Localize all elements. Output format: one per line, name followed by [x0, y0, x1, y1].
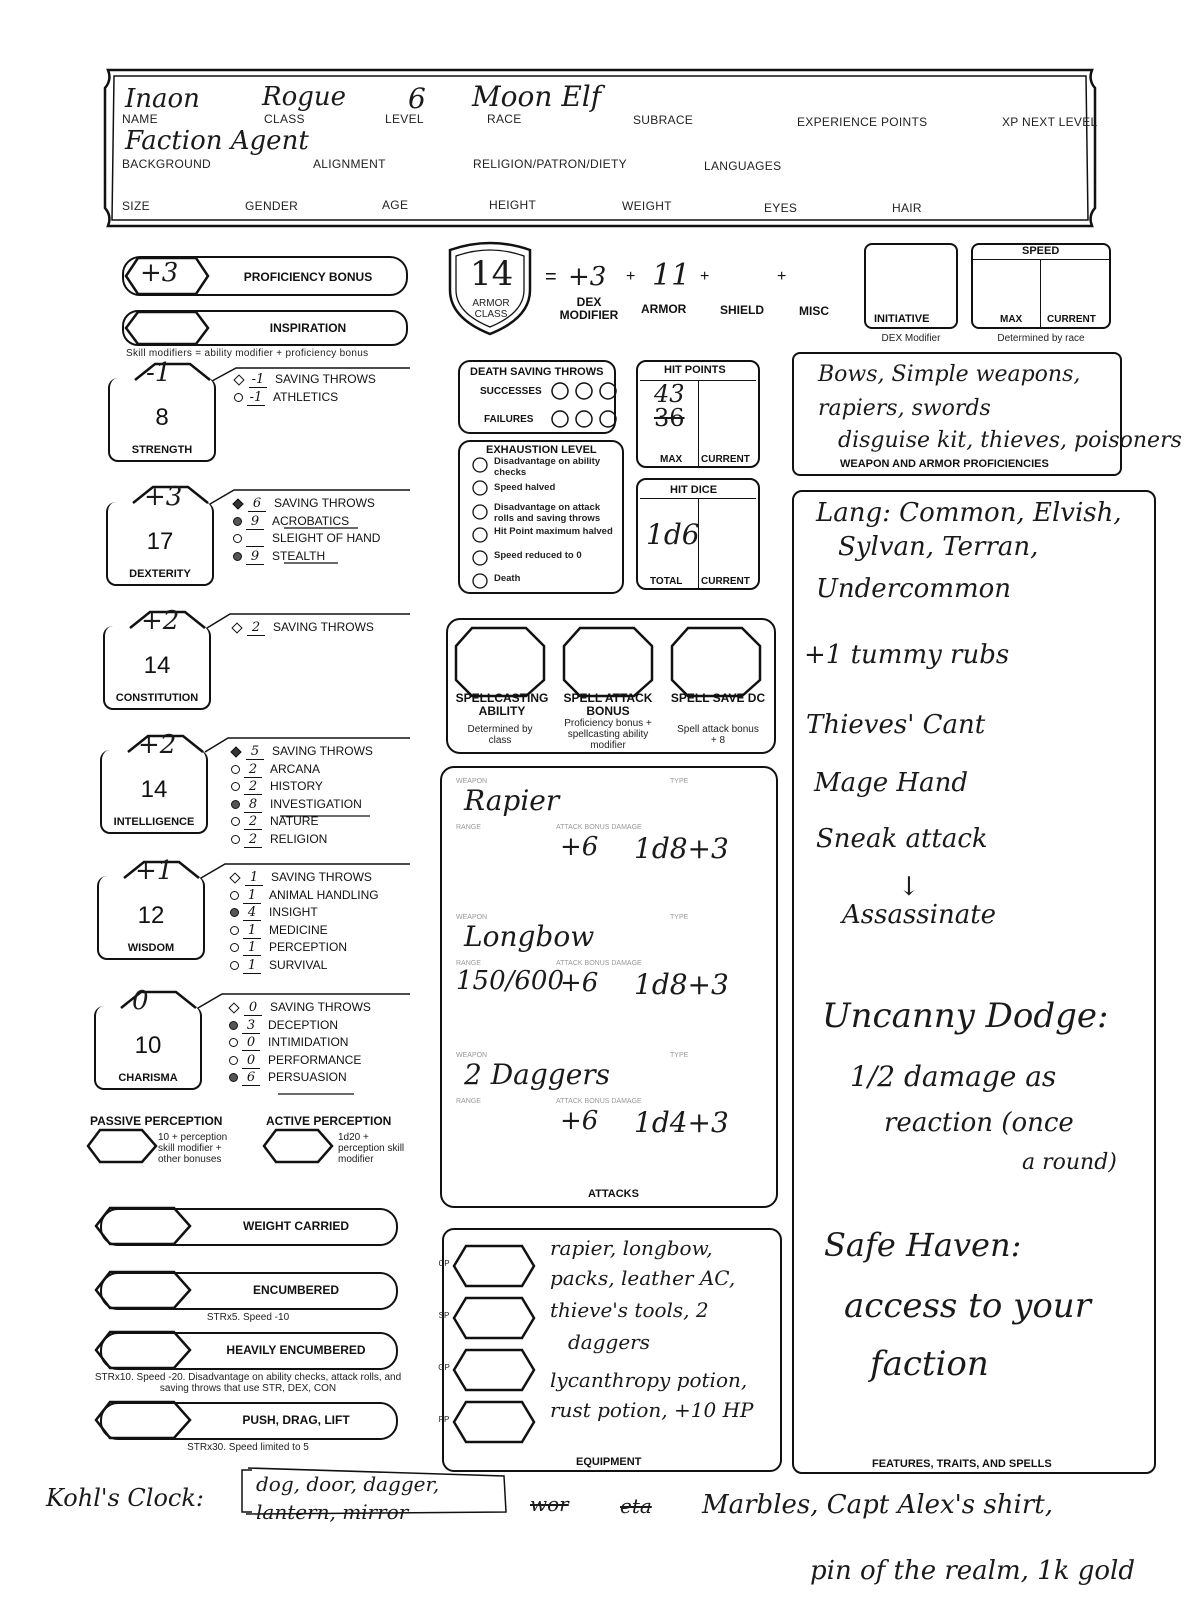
ability-score[interactable]: 17 — [146, 528, 174, 555]
proficiency-line[interactable]: Bows, Simple weapons, — [818, 362, 1081, 387]
ability-name: WISDOM — [127, 942, 175, 954]
skill-row[interactable] — [229, 1000, 371, 1016]
equipment-note[interactable]: rust potion, +10 HP — [550, 1398, 754, 1422]
weapon-name[interactable]: Rapier — [464, 784, 560, 817]
equipment-note[interactable]: packs, leather AC, — [550, 1266, 736, 1290]
eyes-label: EYES — [764, 201, 798, 215]
proficiency-line[interactable]: rapiers, swords — [818, 396, 991, 421]
skill-proficiency-icon[interactable] — [230, 943, 239, 952]
features-box — [792, 490, 1156, 1474]
range-field-label: RANGE — [456, 960, 481, 967]
feature-line[interactable]: Sneak attack — [816, 824, 988, 854]
initiative-label: INITIATIVE — [874, 313, 930, 325]
skill-row[interactable] — [229, 1070, 347, 1086]
feature-line[interactable]: Uncanny Dodge: — [822, 996, 1109, 1036]
skill-label: SAVING THROWS — [275, 372, 376, 386]
skill-modifier[interactable]: 8 — [244, 797, 262, 813]
speed-label: SPEED — [1022, 245, 1060, 257]
death-saves-successes-label[interactable]: SUCCESSES — [480, 386, 542, 397]
gender-label: GENDER — [245, 199, 299, 213]
languages-label: LANGUAGES — [704, 159, 782, 173]
feature-line[interactable]: Lang: Common, Elvish, — [816, 498, 1122, 528]
religion-label: RELIGION/PATRON/DIETY — [473, 157, 627, 171]
subrace-label: SUBRACE — [633, 113, 694, 127]
skill-row[interactable] — [230, 888, 379, 904]
carry-label: HEAVILY ENCUMBERED — [226, 1343, 366, 1357]
clock-label: Kohl's Clock: — [46, 1484, 204, 1512]
ability-score[interactable]: 10 — [134, 1032, 162, 1059]
clock-items-line1: dog, door, dagger, — [256, 1472, 440, 1496]
level-value[interactable]: 6 — [408, 82, 426, 115]
type-field-label: TYPE — [670, 778, 689, 785]
exhaustion-title: EXHAUSTION LEVEL — [486, 444, 597, 456]
saving-throw-proficiency-icon[interactable] — [231, 622, 242, 633]
ability-name: CONSTITUTION — [115, 692, 199, 704]
coin-label: PP — [438, 1415, 450, 1424]
bonus-damage-field-label: ATTACK BONUS DAMAGE — [556, 960, 642, 967]
skill-label: SURVIVAL — [269, 957, 328, 972]
feature-line[interactable]: access to your — [844, 1286, 1091, 1326]
background-value[interactable]: Faction Agent — [125, 126, 309, 156]
skill-row[interactable] — [231, 779, 323, 795]
feature-line[interactable]: ↓ — [898, 872, 920, 902]
initiative-note: DEX Modifier — [881, 333, 941, 344]
plus-sign-1: + — [626, 268, 636, 285]
dex-modifier-value[interactable]: +3 — [568, 262, 607, 292]
attack-damage[interactable]: 1d8+3 — [634, 968, 729, 1001]
weapon-field-label: WEAPON — [456, 1052, 488, 1059]
skill-proficiency-icon[interactable] — [233, 517, 242, 526]
skill-label: SAVING THROWS — [274, 496, 375, 510]
attack-damage[interactable]: 1d4+3 — [634, 1106, 729, 1139]
misc-items-line2: pin of the realm, 1k gold — [810, 1556, 1135, 1586]
death-saves-title: DEATH SAVING THROWS — [470, 366, 604, 378]
saving-throw-proficiency-icon[interactable] — [228, 1002, 239, 1013]
skill-label: HISTORY — [270, 779, 323, 793]
class-value[interactable]: Rogue — [262, 82, 347, 112]
carry-note: STRx30. Speed limited to 5 — [187, 1442, 309, 1453]
skill-label: SAVING THROWS — [271, 870, 372, 884]
type-field-label: TYPE — [670, 1052, 689, 1059]
active-perception-note: 1d20 + perception skill modifier — [338, 1132, 405, 1165]
equipment-note[interactable]: rapier, longbow, — [550, 1236, 713, 1260]
skill-modifier[interactable]: 0 — [242, 1035, 260, 1051]
skill-row[interactable] — [230, 870, 372, 886]
saving-throw-proficiency-icon[interactable] — [233, 374, 244, 385]
hp-max-label: MAX — [660, 454, 683, 465]
ability-name: STRENGTH — [131, 444, 193, 456]
hit-points-title: HIT POINTS — [664, 364, 726, 376]
hp-divider-v — [698, 380, 699, 466]
carry-note: STRx5. Speed -10 — [206, 1312, 290, 1323]
skill-modifier[interactable]: 2 — [244, 779, 262, 795]
skill-label: SAVING THROWS — [270, 1000, 371, 1014]
skill-modifier[interactable]: -1 — [249, 372, 267, 388]
ability-modifier[interactable]: +2 — [138, 730, 177, 760]
attack-bonus[interactable]: +6 — [560, 1106, 599, 1136]
skill-label: MEDICINE — [269, 922, 328, 937]
skill-label: SAVING THROWS — [273, 620, 374, 634]
skill-row[interactable] — [231, 832, 327, 848]
skill-modifier[interactable]: 4 — [243, 905, 261, 921]
skill-proficiency-icon[interactable] — [233, 552, 242, 561]
spell-attack-bonus-title: SPELL ATTACK BONUS — [563, 691, 653, 718]
hit-dice-total-label: TOTAL — [650, 576, 683, 587]
hit-dice-total-value[interactable]: 1d6 — [646, 518, 700, 551]
feature-line[interactable]: Mage Hand — [814, 768, 968, 798]
skill-row[interactable] — [231, 797, 362, 813]
skill-modifier[interactable]: 2 — [244, 762, 262, 778]
skill-modifier[interactable]: 1 — [243, 940, 261, 956]
attack-bonus[interactable]: +6 — [560, 968, 599, 998]
equals-sign: = — [545, 266, 557, 288]
skill-row[interactable] — [234, 372, 376, 388]
skill-modifier[interactable]: -1 — [247, 390, 265, 406]
attack-bonus[interactable]: +6 — [560, 832, 599, 862]
skill-label: NATURE — [270, 814, 319, 828]
death-saves-failures-label[interactable]: FAILURES — [484, 414, 534, 425]
exhaustion-level[interactable]: Disadvantage on attack rolls and saving throws — [494, 502, 601, 524]
passive-perception-note: 10 + perception skill modifier + other bonuses — [158, 1132, 228, 1165]
feature-line[interactable]: 1/2 damage as — [850, 1060, 1057, 1093]
skill-proficiency-icon[interactable] — [230, 908, 239, 917]
armor-label: ARMOR — [641, 302, 687, 316]
feature-line[interactable]: +1 tummy rubs — [804, 640, 1010, 670]
skill-label: PERSUASION — [268, 1070, 347, 1084]
range-field-label: RANGE — [456, 824, 481, 831]
xp-label: EXPERIENCE POINTS — [797, 115, 928, 129]
skill-modifier[interactable] — [246, 531, 264, 547]
skill-label: INSIGHT — [269, 905, 318, 919]
clock-items-line2: lantern, mirror — [256, 1500, 409, 1524]
background-label: BACKGROUND — [122, 157, 212, 171]
skill-row[interactable] — [230, 940, 347, 956]
saving-throw-proficiency-icon[interactable] — [230, 746, 241, 757]
skill-proficiency-icon[interactable] — [231, 800, 240, 809]
spellcasting-ability-note: Determined by class — [467, 724, 533, 746]
speed-divider-h — [973, 259, 1109, 260]
exhaustion-level[interactable]: Death — [494, 573, 521, 584]
skill-modifier[interactable]: 2 — [244, 814, 262, 830]
skill-proficiency-icon[interactable] — [229, 1021, 238, 1030]
exhaustion-level[interactable]: Speed reduced to 0 — [494, 550, 582, 561]
spell-attack-bonus-note: Proficiency bonus + spellcasting ability modifier — [564, 718, 652, 751]
weapon-range[interactable]: 150/600 — [456, 966, 565, 996]
exhaustion-level[interactable]: Speed halved — [494, 482, 556, 493]
hair-label: HAIR — [892, 201, 922, 215]
skill-row[interactable] — [229, 1035, 348, 1051]
equipment-note[interactable]: daggers — [568, 1330, 650, 1354]
armor-class-label: ARMOR CLASS — [472, 298, 510, 320]
skill-modifier[interactable]: 2 — [244, 832, 262, 848]
bonus-damage-field-label: ATTACK BONUS DAMAGE — [556, 824, 642, 831]
skill-label: INTIMIDATION — [268, 1035, 349, 1049]
feature-line[interactable]: Thieves' Cant — [806, 710, 986, 740]
skill-proficiency-icon[interactable] — [230, 926, 239, 935]
weapon-name[interactable]: Longbow — [464, 920, 595, 953]
features-title: FEATURES, TRAITS, AND SPELLS — [872, 1458, 1052, 1470]
speed-note: Determined by race — [997, 333, 1085, 344]
ability-name: CHARISMA — [118, 1072, 178, 1084]
name-value[interactable]: Inaon — [125, 84, 200, 114]
skill-proficiency-icon[interactable] — [231, 835, 240, 844]
scratched-note-2: eta — [620, 1494, 652, 1518]
misc-items-line1: Marbles, Capt Alex's shirt, — [702, 1490, 1053, 1520]
skill-row[interactable] — [233, 549, 325, 565]
skill-label: ANIMAL HANDLING — [269, 887, 379, 902]
skill-modifier[interactable]: 1 — [243, 958, 261, 974]
skill-modifier[interactable]: 5 — [246, 744, 264, 760]
skill-proficiency-icon[interactable] — [230, 961, 239, 970]
dex-modifier-label: DEX MODIFIER — [559, 295, 619, 322]
feature-line[interactable]: Safe Haven: — [824, 1226, 1022, 1264]
name-label: NAME — [122, 112, 158, 126]
xp-next-label: XP NEXT LEVEL — [1002, 115, 1098, 129]
exhaustion-level[interactable]: Disadvantage on ability checks — [494, 456, 601, 478]
plus-sign-3: + — [777, 268, 787, 285]
skill-label: ATHLETICS — [273, 389, 339, 404]
ability-score[interactable]: 14 — [140, 776, 168, 803]
carry-note: STRx10. Speed -20. Disadvantage on ability checks, attack rolls, and saving throws that use STR, DEX, CON — [94, 1372, 402, 1394]
shield-label: SHIELD — [720, 303, 765, 317]
skill-modifier[interactable]: 0 — [244, 1000, 262, 1016]
ability-score[interactable]: 14 — [143, 652, 171, 679]
skill-row[interactable] — [233, 496, 375, 512]
race-label: RACE — [487, 112, 522, 126]
skill-modifier[interactable]: 6 — [242, 1070, 260, 1086]
race-value[interactable]: Moon Elf — [472, 80, 602, 113]
age-label: AGE — [382, 198, 409, 212]
height-label: HEIGHT — [489, 198, 537, 212]
skill-proficiency-icon[interactable] — [229, 1038, 238, 1047]
exhaustion-level[interactable]: Hit Point maximum halved — [494, 526, 613, 537]
weapon-field-label: WEAPON — [456, 778, 488, 785]
skill-label: INVESTIGATION — [270, 796, 362, 811]
inspiration-label: INSPIRATION — [269, 321, 347, 335]
skill-label: STEALTH — [272, 548, 326, 563]
carry-label: WEIGHT CARRIED — [243, 1219, 349, 1233]
scratched-note: wor — [530, 1492, 569, 1516]
hp-old-value: 36 — [654, 404, 685, 432]
skill-proficiency-icon[interactable] — [229, 1056, 238, 1065]
ability-score[interactable]: 12 — [137, 902, 165, 929]
proficiency-line[interactable]: disguise kit, thieves, poisoners — [838, 428, 1182, 453]
skill-modifier[interactable]: 1 — [245, 870, 263, 886]
skill-modifier[interactable]: 1 — [243, 888, 261, 904]
hit-dice-title: HIT DICE — [670, 484, 718, 496]
proficiency-bonus-label: PROFICIENCY BONUS — [243, 270, 373, 284]
carry-label: PUSH, DRAG, LIFT — [242, 1413, 350, 1427]
ability-modifier[interactable]: +2 — [141, 606, 180, 636]
speed-max-label[interactable]: MAX — [1000, 314, 1023, 325]
equipment-title: EQUIPMENT — [576, 1456, 642, 1468]
weight-label: WEIGHT — [622, 199, 672, 213]
spellcasting-ability-title: SPELLCASTING ABILITY — [455, 691, 549, 718]
skill-row[interactable] — [231, 814, 318, 830]
hp-max-value[interactable]: 43 — [654, 380, 685, 408]
level-label: LEVEL — [385, 112, 424, 126]
skill-row[interactable] — [231, 762, 320, 778]
skill-modifier[interactable]: 9 — [246, 514, 264, 530]
skill-label: SAVING THROWS — [272, 744, 373, 758]
feature-line[interactable]: faction — [870, 1344, 989, 1384]
skill-row[interactable] — [234, 390, 338, 406]
skill-label: RELIGION — [270, 831, 328, 846]
size-label: SIZE — [122, 199, 150, 213]
saving-throw-proficiency-icon[interactable] — [229, 872, 240, 883]
skill-row[interactable] — [231, 744, 373, 760]
equipment-note[interactable]: thieve's tools, 2 — [550, 1298, 709, 1322]
ability-modifier[interactable]: -1 — [146, 358, 172, 388]
ability-modifier[interactable]: +1 — [135, 856, 174, 886]
skill-row[interactable] — [230, 905, 318, 921]
type-field-label: TYPE — [670, 914, 689, 921]
ability-modifier[interactable]: +3 — [144, 482, 183, 512]
weapon-field-label: WEAPON — [456, 914, 488, 921]
alignment-label: ALIGNMENT — [313, 157, 386, 171]
ability-name: DEXTERITY — [129, 568, 191, 580]
range-field-label: RANGE — [456, 1098, 481, 1105]
skill-modifier-note: Skill modifiers = ability modifier + proficiency bonus — [126, 348, 369, 359]
plus-sign-2: + — [700, 268, 710, 285]
speed-current-label[interactable]: CURRENT — [1047, 314, 1096, 325]
equipment-note[interactable]: lycanthropy potion, — [550, 1368, 748, 1392]
feature-line[interactable]: a round) — [1022, 1150, 1117, 1175]
skill-proficiency-icon[interactable] — [231, 765, 240, 774]
skill-label: SLEIGHT OF HAND — [272, 531, 381, 545]
spell-save-dc-note: Spell attack bonus + 8 — [677, 724, 759, 746]
ability-score[interactable]: 8 — [155, 404, 169, 431]
weapon-name[interactable]: 2 Daggers — [464, 1058, 611, 1091]
skill-proficiency-icon[interactable] — [234, 393, 243, 402]
skill-label: DECEPTION — [268, 1017, 339, 1032]
class-label: CLASS — [264, 112, 305, 126]
skill-label: ACROBATICS — [272, 513, 350, 528]
skill-modifier[interactable]: 1 — [243, 923, 261, 939]
skill-row[interactable] — [230, 958, 327, 974]
coin-label: SP — [438, 1311, 450, 1320]
skill-row[interactable] — [230, 923, 328, 939]
skill-proficiency-icon[interactable] — [229, 1073, 238, 1082]
skill-row[interactable] — [229, 1053, 361, 1069]
skill-label: PERCEPTION — [269, 940, 348, 954]
skill-proficiency-icon[interactable] — [231, 817, 240, 826]
armor-class-value[interactable]: 14 — [470, 254, 514, 294]
attacks-title: ATTACKS — [588, 1188, 639, 1200]
skill-row[interactable] — [229, 1018, 338, 1034]
misc-label: MISC — [799, 304, 829, 318]
saving-throw-proficiency-icon[interactable] — [232, 498, 243, 509]
proficiency-bonus-value: +3 — [140, 258, 179, 288]
coin-label: GP — [438, 1363, 450, 1372]
feature-line[interactable]: Assassinate — [842, 900, 997, 930]
skill-proficiency-icon[interactable] — [231, 782, 240, 791]
attack-damage[interactable]: 1d8+3 — [634, 832, 729, 865]
skill-label: ARCANA — [270, 761, 321, 776]
skill-modifier[interactable]: 2 — [247, 620, 265, 636]
skill-proficiency-icon[interactable] — [230, 891, 239, 900]
skill-row[interactable] — [233, 531, 380, 547]
hit-dice-current-label[interactable]: CURRENT — [701, 576, 750, 587]
passive-perception-label: PASSIVE PERCEPTION — [90, 1114, 223, 1128]
skill-modifier[interactable]: 9 — [246, 549, 264, 565]
ability-modifier[interactable]: 0 — [132, 986, 149, 1016]
ability-name: INTELLIGENCE — [113, 816, 195, 828]
hp-current-label[interactable]: CURRENT — [701, 454, 750, 465]
skill-row[interactable] — [232, 620, 374, 636]
skill-label: PERFORMANCE — [268, 1052, 362, 1067]
armor-value[interactable]: 11 — [652, 258, 691, 293]
skill-modifier[interactable]: 6 — [248, 496, 266, 512]
bonus-damage-field-label: ATTACK BONUS DAMAGE — [556, 1098, 642, 1105]
feature-line[interactable]: reaction (once — [884, 1108, 1074, 1138]
skill-modifier[interactable]: 3 — [242, 1018, 260, 1034]
carry-label: ENCUMBERED — [252, 1283, 339, 1297]
coin-label: CP — [438, 1259, 450, 1268]
feature-line[interactable]: Sylvan, Terran, — [838, 532, 1039, 562]
spell-save-dc-title: SPELL SAVE DC — [670, 691, 766, 705]
skill-row[interactable] — [233, 514, 349, 530]
skill-modifier[interactable]: 0 — [242, 1053, 260, 1069]
skill-proficiency-icon[interactable] — [233, 534, 242, 543]
speed-divider-v — [1040, 259, 1041, 327]
active-perception-label: ACTIVE PERCEPTION — [266, 1114, 392, 1128]
feature-line[interactable]: Undercommon — [816, 574, 1012, 604]
proficiencies-title: WEAPON AND ARMOR PROFICIENCIES — [840, 458, 1049, 470]
